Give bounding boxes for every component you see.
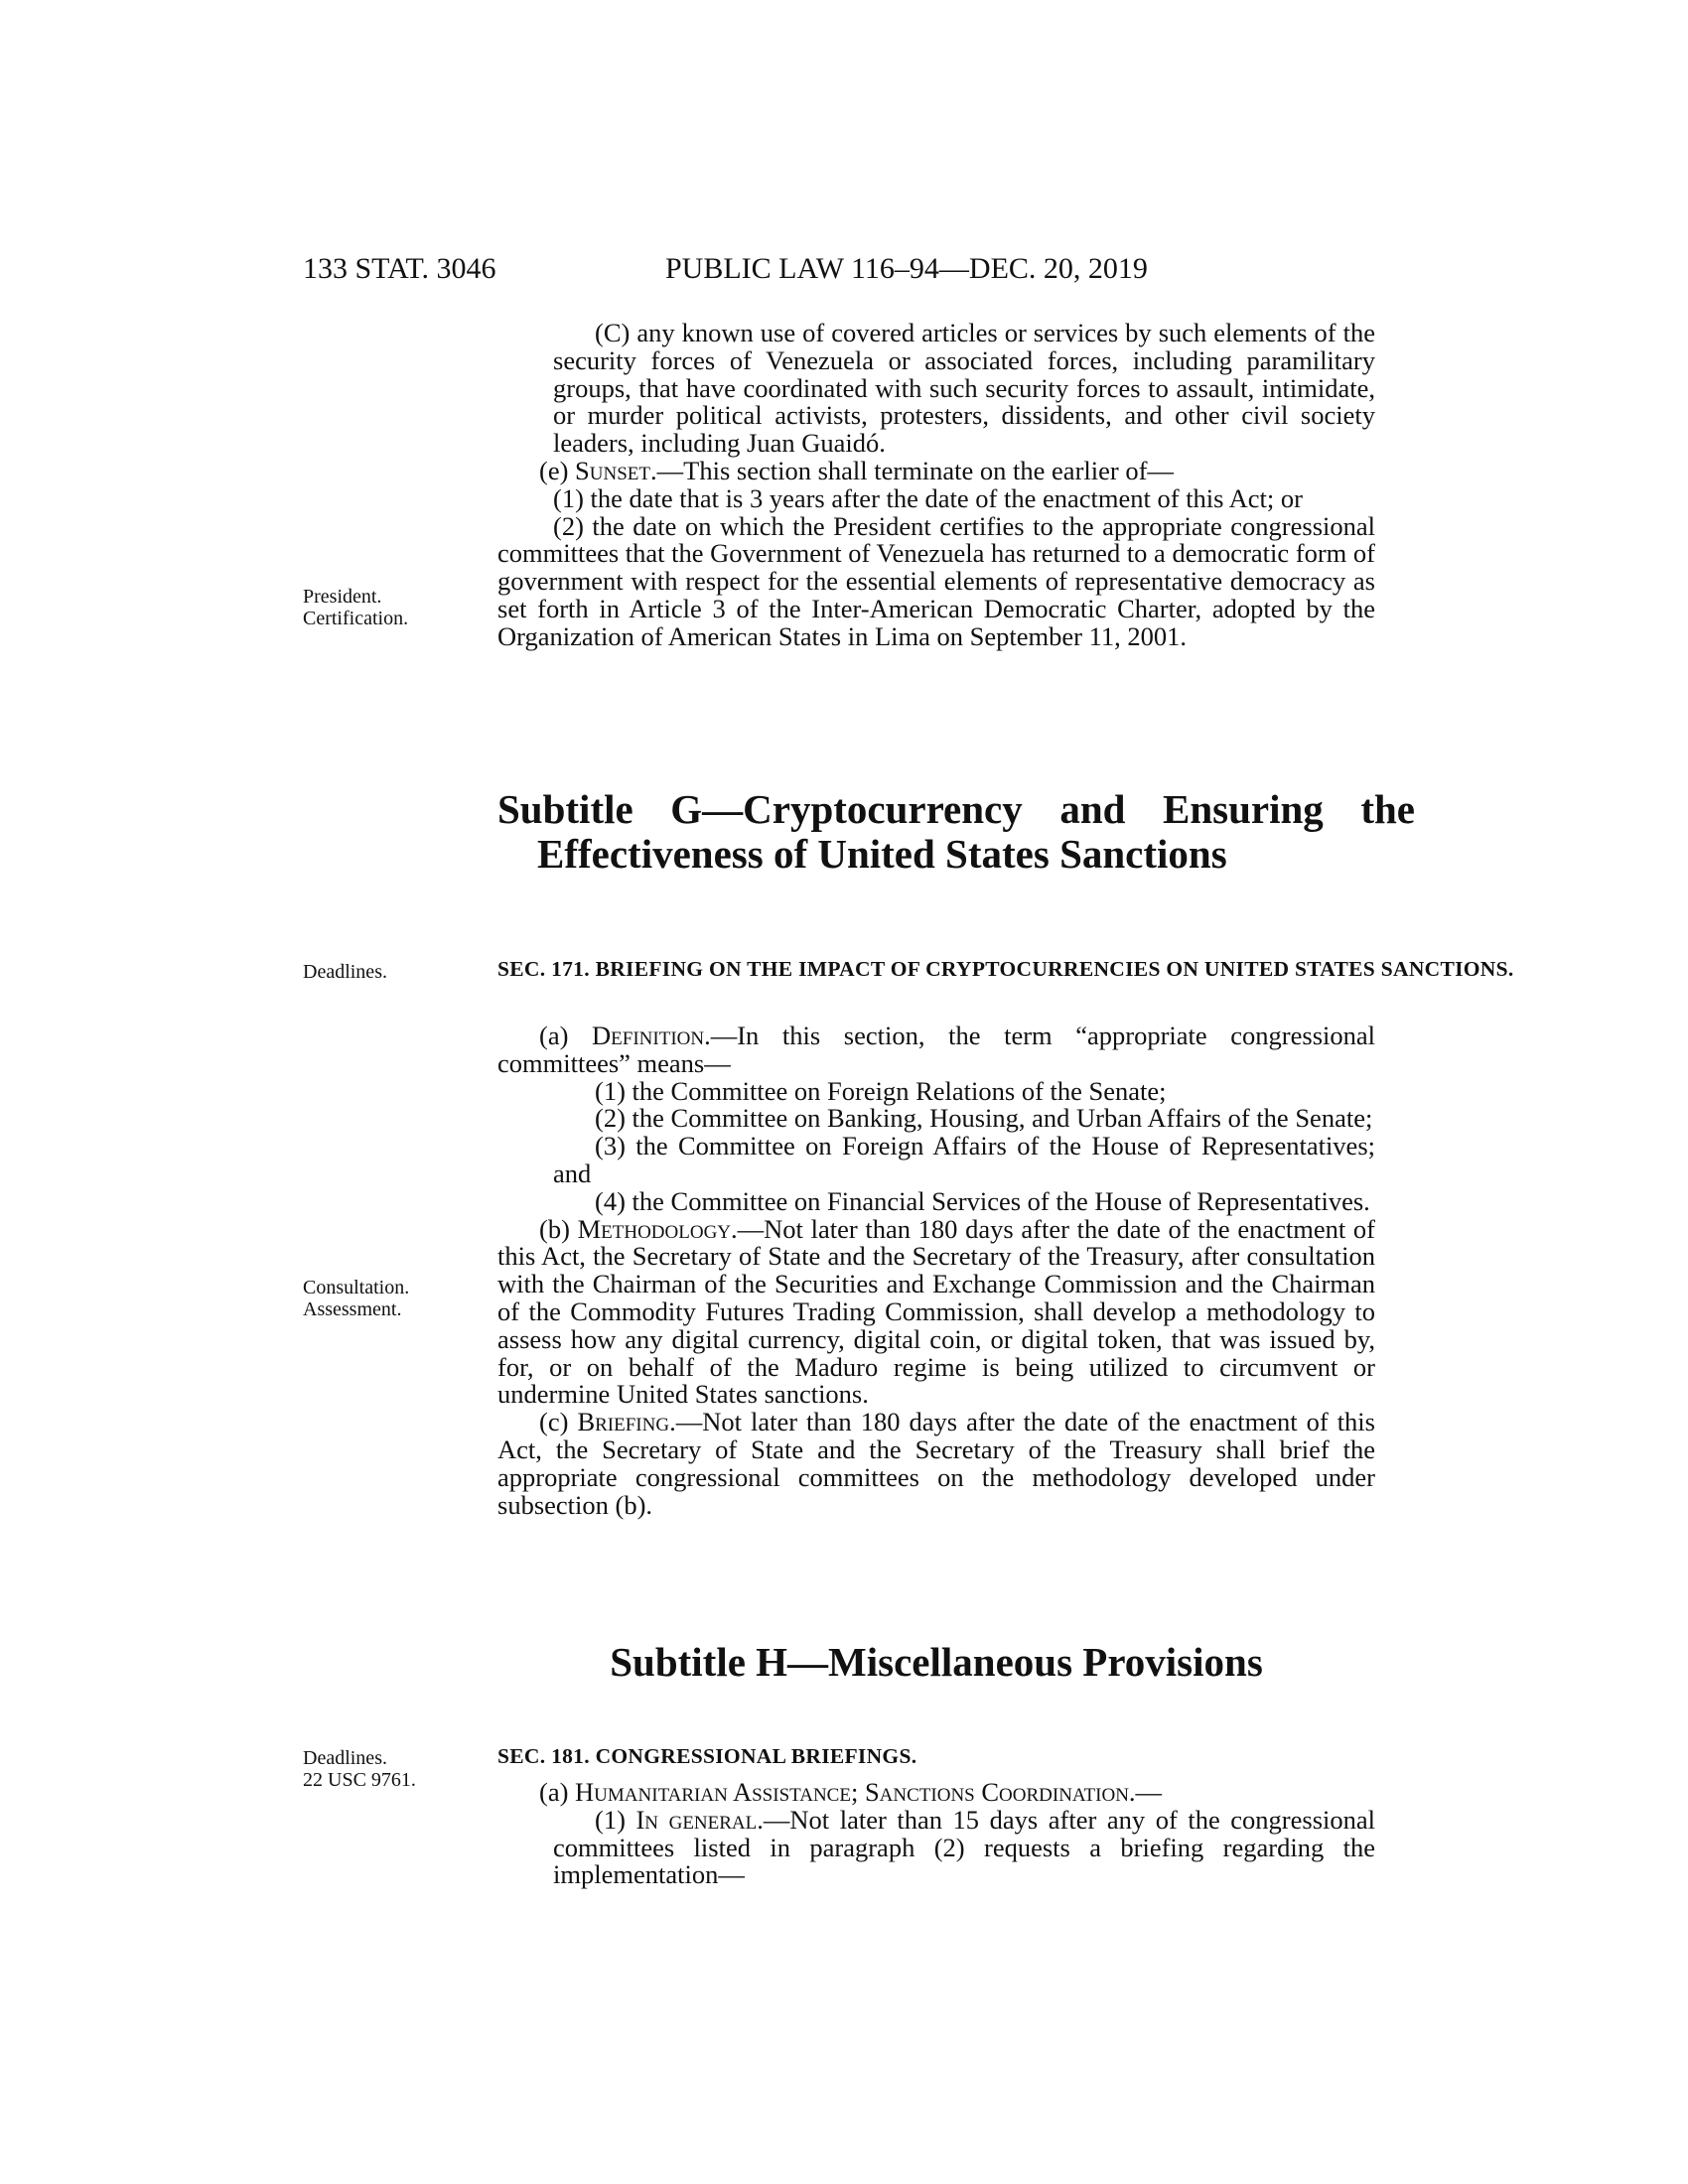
margin-note-assessment: Assessment. <box>303 1298 402 1320</box>
subtitle-g-heading: Subtitle G—Cryptocurrency and Ensuring the Effectiveness of United States Sanctions <box>497 786 1415 877</box>
subsection-e: (e) Sunset.—This section shall terminate on the earlier of— <box>539 455 1174 485</box>
paragraph-e1: (1) the date that is 3 years after the date of the enactment of this Act; or <box>553 482 1303 513</box>
paragraph-e2: (2) the date on which the President certifies to the appropriate congressional committees that the Government of Venezuela has returned to a democratic form of government with respect for the essential elements of representative democracy as set forth in Article 3 of the Inter-American Democratic Charter, adopted by the Organization of American States in Lima on September 11, 2001. <box>497 510 1375 651</box>
margin-note-deadlines-171: Deadlines. <box>303 961 387 983</box>
paragraph-181-a1-heading: In general <box>635 1804 758 1835</box>
section-continuation <box>497 320 1375 651</box>
subsection-181-a: (a) Humanitarian Assistance; Sanctions Coordination.— <box>539 1777 1163 1807</box>
section-171-heading: SEC. 171. BRIEFING ON THE IMPACT OF CRYPTOCURRENCIES ON UNITED STATES SANCTIONS. <box>497 957 1514 981</box>
section-181-body <box>497 1779 1375 1889</box>
subsection-e-heading: Sunset <box>575 455 651 485</box>
margin-note-usc-citation: 22 USC 9761. <box>303 1769 416 1791</box>
paragraph-171-a4: (4) the Committee on Financial Services of the House of Representatives. <box>595 1185 1370 1216</box>
subsection-171-c: (c) Briefing.—Not later than 180 days after the date of the enactment of this Act, the Secretary of State and the Secretary of the Treasury shall brief the appropriate congressional committees on the methodology developed under subsection (b). <box>497 1407 1375 1520</box>
margin-note-consultation: Consultation. <box>303 1277 410 1298</box>
subsection-171-b: (b) Methodology.—Not later than 180 days after the date of the enactment of this Act, the Secretary of State and the Secretary of the Treasury, after consultation with the Chairman of the Securities and Exchange Commission and the Chairman of the Commodity Futures Trading Commission, shall develop a methodology to assess how any digital currency, digital coin, or digital token, that was issued by, for, or on behalf of the Maduro regime is being utilized to circumvent or undermine United States sanctions. <box>497 1213 1375 1410</box>
margin-note-deadlines-usc <box>303 1747 416 1791</box>
paragraph-181-a1: (1) In general.—Not later than 15 days after any of the congressional committees listed in paragraph (2) requests a briefing regarding the implementation— <box>553 1804 1376 1890</box>
margin-note-consultation-assessment <box>303 1277 409 1320</box>
section-171-body <box>497 1023 1375 1519</box>
running-header-title: PUBLIC LAW 116–94—DEC. 20, 2019 <box>665 252 1148 285</box>
margin-note-deadlines-181: Deadlines. <box>303 1747 387 1769</box>
paragraph-171-a3: (3) the Committee on Foreign Affairs of the House of Representatives; and <box>553 1131 1375 1188</box>
subsection-171-a-heading: Definition <box>592 1021 705 1050</box>
subsection-171-b-heading: Methodology <box>577 1213 732 1244</box>
section-181-heading: SEC. 181. CONGRESSIONAL BRIEFINGS. <box>497 1744 917 1768</box>
margin-note-president-certification <box>303 586 408 629</box>
margin-note-certification: Certification. <box>303 608 409 629</box>
margin-note-president: President. <box>303 586 382 608</box>
paragraph-171-a1: (1) the Committee on Foreign Relations of the Senate; <box>595 1075 1167 1106</box>
subsection-181-a-heading: Humanitarian Assistance; Sanctions Coordination <box>575 1777 1129 1807</box>
paragraph-c: (C) any known use of covered articles or services by such elements of the security forces of Venezuela or associated forces, including paramilitary groups, that have coordinated with such security forces to assault, intimidate, or murder political activists, protesters, dissidents, and other civil society leaders, including Juan Guaidó. <box>553 318 1375 459</box>
subsection-171-a: (a) Definition.—In this section, the term “appropriate congressional committees” means— <box>497 1021 1375 1078</box>
subtitle-h-heading: Subtitle H—Miscellaneous Provisions <box>610 1639 1263 1685</box>
paragraph-171-a2: (2) the Committee on Banking, Housing, and Urban Affairs of the Senate; <box>595 1103 1373 1134</box>
statute-page-number: 133 STAT. 3046 <box>303 252 496 285</box>
subsection-171-c-heading: Briefing <box>577 1407 670 1437</box>
